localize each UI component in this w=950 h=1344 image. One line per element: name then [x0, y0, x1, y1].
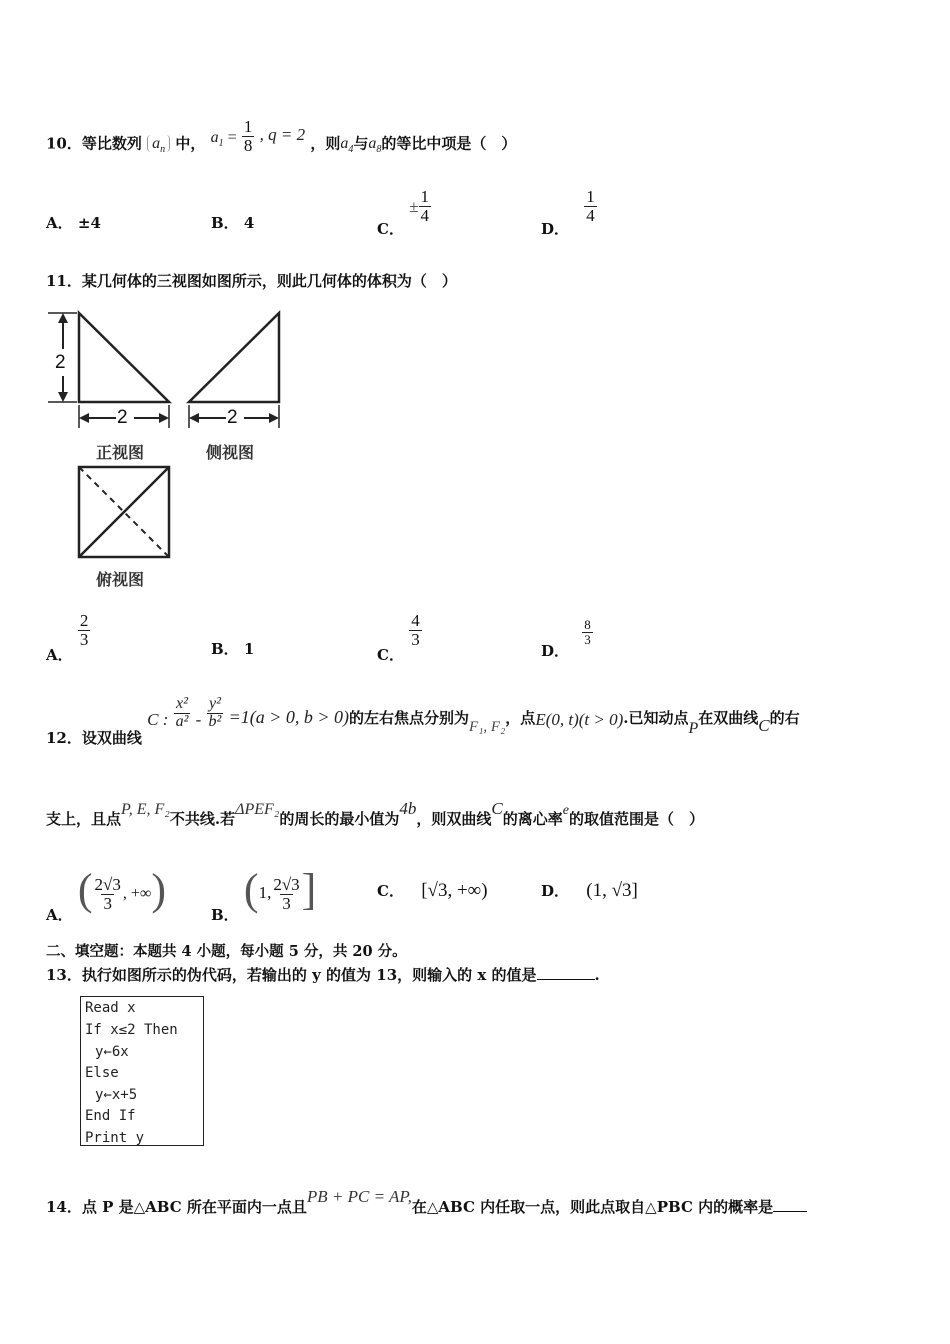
q12-option-d[interactable]: D． (1, √3]	[541, 880, 638, 901]
three-view-figure	[44, 305, 294, 595]
vector-equation: PB + PC = AP,	[306, 1187, 412, 1206]
caption-front-view: 正视图	[96, 443, 145, 462]
fraction-y2-b2: $\frac{\text{y²}}{\text{b²}}$	[208, 695, 222, 730]
q11-option-b[interactable]: B． 1	[211, 640, 255, 658]
answer-blank[interactable]	[773, 1197, 807, 1212]
q10-option-b[interactable]: B． 4	[211, 214, 255, 232]
code-line: Read x	[85, 1000, 136, 1016]
code-line: y←x+5	[95, 1087, 138, 1103]
pseudocode-box	[80, 996, 204, 1146]
dim-front-width-label: 2	[117, 407, 128, 428]
q12-option-b[interactable]: B． (1, $\frac{2√3}{3}$ ]	[211, 865, 317, 924]
fraction-x2-a2: $\frac{\text{x²}}{\text{a²}}$	[175, 695, 189, 730]
q14-stem: 14．点 P 是△ABC 所在平面内一点且PB + PC = AP,在△ABC 内任取一点，则此点取自△PBC 内的概率是	[46, 1186, 807, 1207]
front-view-triangle	[79, 313, 169, 402]
q11-option-d[interactable]: D． $\frac{8}{3}$	[541, 617, 591, 661]
section-fill-in-title: 二、填空题：本题共 4 小题，每小题 5 分，共 20 分。	[46, 943, 407, 960]
q10-option-a[interactable]: A． ±4	[46, 214, 101, 232]
term-a4: $a_4$	[340, 135, 354, 156]
q12-stem-line2: 支上，且点P, E, F₂不共线.若ΔPEF₂的周长的最小值为4b，则双曲线C的离心率e的取值范围是（ ）	[46, 799, 704, 828]
q13-stem: 13．执行如图所示的伪代码，若输出的 y 的值为 13，则输入的 x 的值是 .	[46, 966, 600, 984]
side-view-triangle	[189, 313, 279, 402]
code-line: If x≤2 Then	[85, 1022, 178, 1038]
q10-option-c[interactable]: C． ± $\frac{1}{4}$	[377, 187, 430, 239]
code-line: Print y	[85, 1130, 145, 1146]
code-line: y←6x	[95, 1044, 129, 1060]
caption-side-view: 侧视图	[206, 443, 255, 462]
dim-side-width-label: 2	[227, 407, 238, 428]
given-q: , q = 2	[259, 125, 306, 145]
sequence-an: $a_n$	[147, 135, 170, 152]
q12-option-c[interactable]: C． [√3, +∞)	[377, 880, 488, 901]
q11-stem: 11．某几何体的三视图如图所示，则此几何体的体积为（ ）	[46, 272, 457, 290]
given-a1: $a_1$ =	[210, 129, 237, 150]
q11-option-a[interactable]: A． $\frac{2}{3}$	[46, 611, 89, 665]
q10-option-d[interactable]: D． $\frac{1}{4}$	[541, 187, 595, 239]
fraction-one-eighth: $\frac{1}{8}$	[243, 117, 253, 155]
code-line: Else	[85, 1065, 119, 1081]
dim-height-label: 2	[55, 350, 66, 376]
q12-stem-line1: 12．设双曲线 C : $\frac{\text{x²}}{\text{a²}}$ - $\frac{\text{y²}}{\text{b²}}$ =1(a > 0, b > 0)的左右焦点分别为F₁, F₂，点E(0, t)(t > 0).已知动点P在双曲线C的右	[46, 695, 800, 748]
q10-stem: 10．等比数列 $a_n$ 中， $a_1$ = $\frac{1}{8}$ , q = 2 ，则$a_4$与$a_8$的等比中项是（ ）	[46, 117, 517, 156]
q11-option-c[interactable]: C． $\frac{4}{3}$	[377, 611, 420, 665]
answer-blank[interactable]	[537, 965, 595, 980]
caption-top-view: 俯视图	[96, 570, 145, 589]
q12-option-a[interactable]: A． ( $\frac{2√3}{3}$ , +∞)	[46, 865, 166, 924]
question-number: 10．	[46, 134, 82, 153]
term-a8: $a_8$	[368, 135, 382, 156]
code-line: End If	[85, 1108, 136, 1124]
